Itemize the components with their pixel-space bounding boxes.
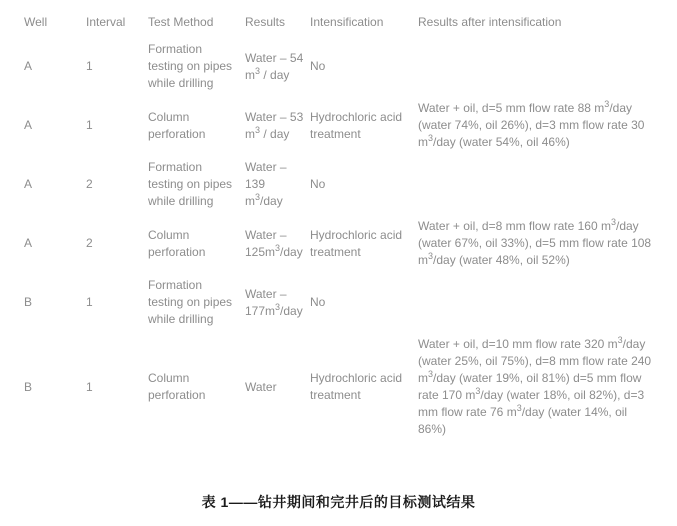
cell-intensification: No	[310, 177, 326, 191]
table-row	[24, 273, 661, 332]
cell-test-method: Column perforation	[148, 371, 206, 402]
cell-results-after: Water + oil, d=10 mm flow rate 320 $m^3$/day (water 25%, oil 75%), d=8 mm flow rate 240 $m^3$/day (water 19%, oil 81%) d=5 mm flow rate 170 $m^3$/day (water 18%, oil 82%), d=3 mm flow rate 76 $m^3$/day (water 14%, oil 86%)	[418, 335, 652, 436]
cell-well: A	[24, 59, 33, 73]
cell-results: Water – 54 $m^3$ / day	[245, 50, 304, 82]
table-row	[24, 214, 661, 273]
cell-results: Water –139 $m^3$/day	[245, 160, 287, 208]
column-header-intensification: Intensification	[310, 15, 384, 29]
cell-interval: 1	[86, 59, 93, 73]
cell-results: Water – 53 $m^3$ / day	[245, 109, 304, 141]
table-row	[24, 96, 661, 155]
cell-test-method: Column perforation	[148, 109, 206, 141]
cell-interval: 1	[86, 379, 93, 394]
column-header-test-method: Test Method	[148, 15, 214, 29]
cell-intensification: Hydrochloric acid treatment	[310, 109, 403, 141]
cell-results-after	[418, 155, 661, 214]
cell-interval: 1	[86, 118, 93, 132]
cell-interval: 1	[86, 295, 93, 309]
cell-results-after	[418, 273, 661, 332]
table-row	[24, 155, 661, 214]
cell-results: Water	[245, 379, 277, 394]
column-header-interval: Interval	[86, 15, 126, 29]
cell-well: A	[24, 177, 33, 191]
cell-test-method: Formation testing on pipes while drilling	[148, 278, 233, 326]
cell-test-method: Column perforation	[148, 227, 206, 259]
table-header-row	[24, 10, 661, 37]
cell-interval: 2	[86, 236, 93, 250]
column-header-results: Results	[245, 15, 286, 29]
cell-results-after: Water + oil, d=8 mm flow rate 160 $m^3$/day (water 67%, oil 33%), d=5 mm flow rate 108 $m^3$/day (water 48%, oil 52%)	[418, 217, 652, 267]
cell-results-after: Water + oil, d=5 mm flow rate 88 $m^3$/day (water 74%, oil 26%), d=3 mm flow rate 30 $m^3$/day (water 54%, oil 46%)	[418, 99, 645, 149]
cell-results-after	[418, 37, 661, 96]
well-test-results-table	[24, 10, 661, 442]
cell-intensification: No	[310, 59, 326, 73]
cell-intensification: Hydrochloric acid treatment	[310, 371, 403, 402]
column-header-well: Well	[24, 15, 48, 29]
cell-well: A	[24, 118, 33, 132]
table-row	[24, 332, 661, 442]
cell-well: A	[24, 236, 33, 250]
cell-results: Water – $125m^3$/day	[245, 227, 303, 259]
cell-test-method: Formation testing on pipes while drilling	[148, 160, 233, 208]
table-row	[24, 37, 661, 96]
table-caption: 表 1——钻井期间和完井后的目标测试结果	[201, 494, 476, 510]
cell-well: B	[24, 295, 33, 309]
cell-test-method: Formation testing on pipes while drilling	[148, 42, 233, 90]
cell-intensification: Hydrochloric acid treatment	[310, 227, 403, 259]
column-header-results-after: Results after intensification	[418, 15, 562, 29]
cell-results: Water – $177m^3$/day	[245, 286, 303, 318]
cell-interval: 2	[86, 177, 93, 191]
cell-well: B	[24, 379, 33, 394]
cell-intensification: No	[310, 295, 326, 309]
